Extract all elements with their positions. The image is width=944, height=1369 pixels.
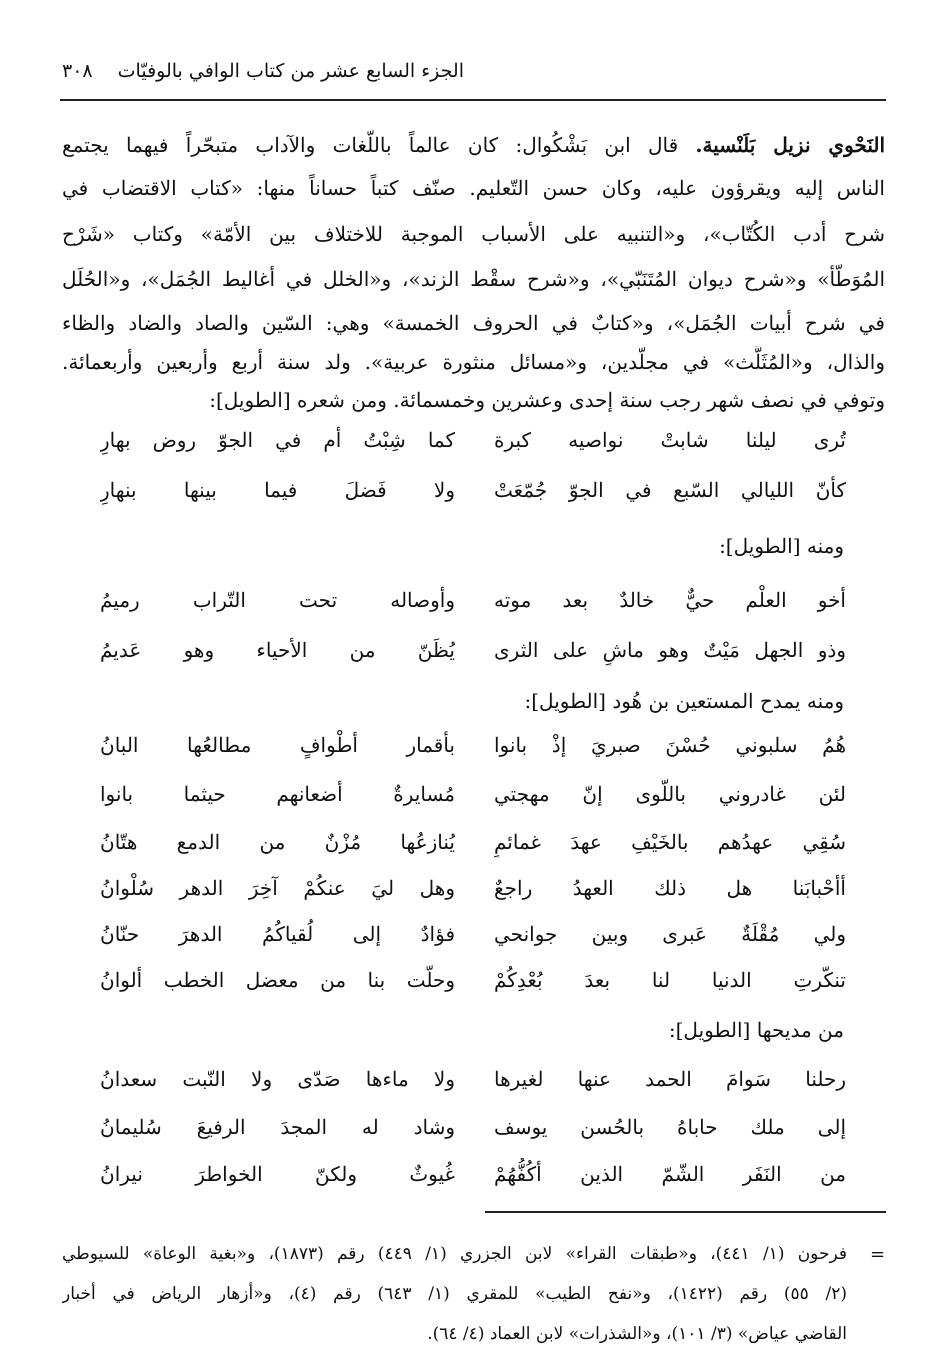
verse-second-hemistich: غُيوثٌ ولكنّ الخواطرَ نيرانُ	[100, 1162, 455, 1186]
verse-second-hemistich: بأقمار أطْوافٍ مطالعُها البانُ	[100, 733, 455, 757]
verse-second-hemistich: وهل ليَ عنكُمْ آخِرَ الدهر سُلْوانُ	[100, 876, 455, 900]
footnote-line: فرحون (١/ ٤٤١)، و«طبقات القراء» لابن الجزري (١/ ٤٤٩) رقم (١٨٧٣)، و«بغية الوعاة» للسيوطي	[62, 1244, 847, 1264]
verse-second-hemistich: فؤادٌ إلى لُقياكُمُ الدهرَ حنّانُ	[100, 922, 455, 946]
verse-second-hemistich: كما شِبْتُ أم في الجوّ روض بهارِ	[100, 428, 455, 452]
verse-second-hemistich: ولا فَضلَ فيما بينها بنهارِ	[100, 478, 455, 502]
prose-line: في شرح أبيات الجُمَل»، و«كتابٌ في الحروف الخمسة» وهي: السّين والصاد والضاد والظاء	[62, 311, 885, 335]
verse-second-hemistich: وأوصاله تحت التّراب رميمُ	[100, 588, 455, 612]
verse-first-hemistich: رحلنا سَوامَ الحمد عنها لغيرها	[494, 1067, 846, 1091]
prose-line: والذال، و«المُثَلَّث» في مجلّدين، و«مسائل منثورة عربية». ولد سنة أربع وأربعين وأربعمائة.	[62, 350, 885, 374]
footnote-continuation-marker: =	[870, 1244, 886, 1265]
verse-first-hemistich: من النَفَر الشّمّ الذين أكُفُّهُمْ	[494, 1162, 846, 1186]
poem-intro: ومنه [الطويل]:	[719, 534, 844, 558]
verse-first-hemistich: لئن غادروني باللّوى إنّ مهجتي	[494, 782, 846, 806]
prose-line: الناس إليه ويقرؤون عليه، وكان حسن التّعليم. صنّف كتباً حساناً منها: «كتاب الاقتضاب في	[62, 176, 885, 200]
verse-second-hemistich: مُسايرةٌ أضعانهم حيثما بانوا	[100, 782, 455, 806]
verse-second-hemistich: وحلّت بنا من معضل الخطب ألوانُ	[100, 968, 455, 992]
poem-intro: من مديحها [الطويل]:	[668, 1018, 844, 1042]
verse-first-hemistich: سُقِي عهدُهم بالخَيْفِ عهدَ غمائمٍ	[494, 830, 846, 854]
verse-first-hemistich: كأنّ الليالي السّبع في الجوّ جُمّعَتْ	[494, 478, 846, 502]
verse-first-hemistich: إلى ملك حاباهُ بالحُسن يوسف	[494, 1115, 846, 1139]
verse-first-hemistich: تنكّرتِ الدنيا لنا بعدَ بُعْدِكُمْ	[494, 968, 846, 992]
verse-second-hemistich: ولا ماءها صَدّى ولا النّبت سعدانُ	[100, 1067, 455, 1091]
header-rule	[60, 99, 886, 101]
prose-text: قال ابن بَشْكُوال: كان عالماً باللّغات والآداب متبحّراً فيهما يجتمع	[62, 133, 696, 157]
verse-first-hemistich: ولي مُقْلَةٌ عَبرى وبين جوانحي	[494, 922, 846, 946]
footnote-line: (٢/ ٥٥) رقم (١٤٢٢)، و«نفح الطيب» للمقري (١/ ٦٤٣) رقم (٤)، و«أزهار الرياض في أخبار	[62, 1284, 847, 1304]
verse-second-hemistich: وشاد له المجدَ الرفيعَ سُليمانُ	[100, 1115, 455, 1139]
poem-intro: ومنه يمدح المستعين بن هُود [الطويل]:	[524, 689, 844, 713]
verse-second-hemistich: يُنازعُها مُزْنٌ من الدمع هتّانُ	[100, 830, 455, 854]
subject-name: النَحْوي نزيل بَلَنْسية.	[695, 133, 885, 157]
footnote-line: القاضي عياض» (٣/ ١٠١)، و«الشذرات» لابن العماد (٤/ ٦٤).	[427, 1324, 847, 1344]
page-number: ٣٠٨	[62, 60, 93, 82]
verse-first-hemistich: هُمُ سلبوني حُسْنَ صبريَ إذْ بانوا	[494, 733, 846, 757]
running-title: الجزء السابع عشر من كتاب الوافي بالوفيّات	[117, 60, 464, 82]
prose-line: شرح أدب الكُتّاب»، و«التنبيه على الأسباب الموجبة للاختلاف بين الأمّة» وكتاب «شَرْح	[62, 222, 885, 246]
verse-second-hemistich: يُظَنّ من الأحياء وهو عَديمُ	[100, 638, 455, 662]
footnote-separator	[485, 1211, 886, 1213]
verse-first-hemistich: تُرى ليلنا شابتْ نواصيه كبرة	[494, 428, 846, 452]
prose-line: وتوفي في نصف شهر رجب سنة إحدى وعشرين وخمسمائة. ومن شعره [الطويل]:	[209, 388, 885, 412]
prose-line	[62, 129, 885, 161]
prose-line: المُوَطّأ» و«شرح ديوان المُتَنَبّي»، و«شرح سقْط الزند»، و«الخلل في أغاليط الجُمَل»، و«الحُلَل	[62, 267, 885, 291]
verse-first-hemistich: أأحْبابَنا هل ذلك العهدُ راجعٌ	[494, 876, 846, 900]
verse-first-hemistich: وذو الجهل مَيْتٌ وهو ماشٍ على الثرى	[494, 638, 846, 662]
verse-first-hemistich: أخو العلْم حيٌّ خالدٌ بعد موته	[494, 588, 846, 612]
